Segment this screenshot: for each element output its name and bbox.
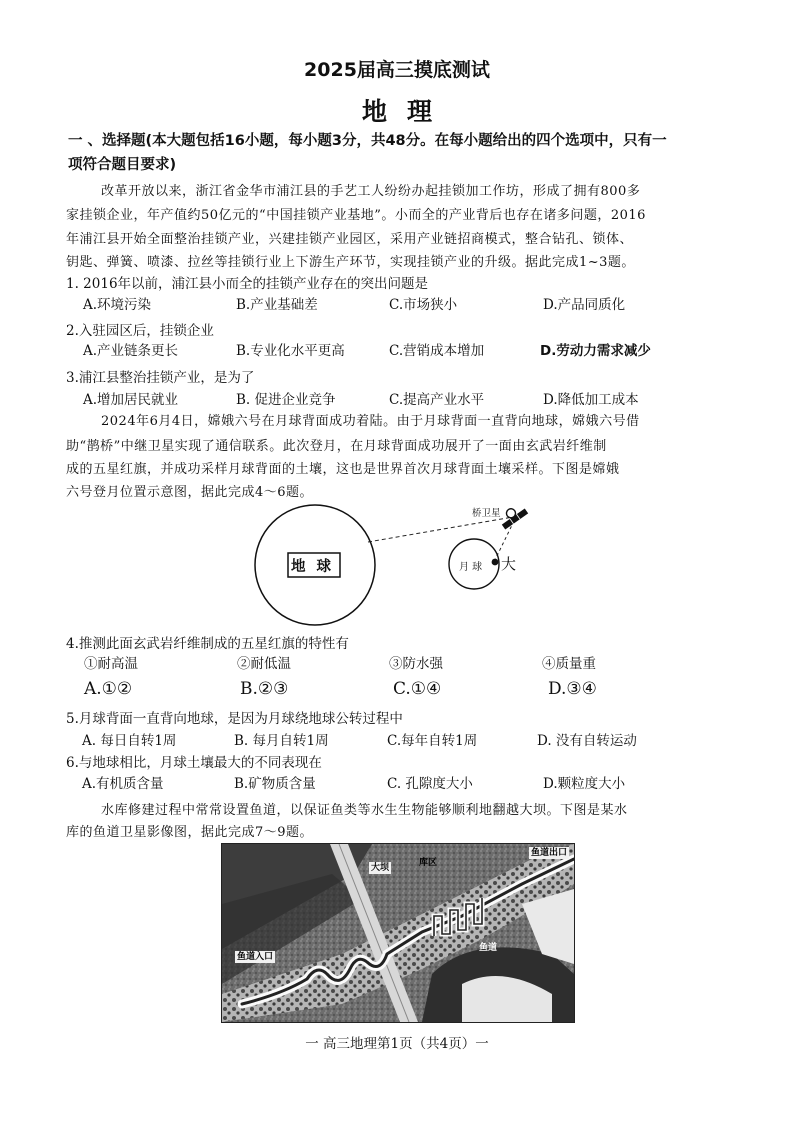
q2-option-a[interactable]: A.产业链条更长 [83, 343, 179, 359]
q6-option-a[interactable]: A.有机质含量 [82, 776, 164, 792]
passage1-line: 钥匙、弹簧、喷漆、拉丝等挂锁行业上下游生产环节，实现挂锁产业的升级。据此完成1~3题。 [66, 255, 635, 270]
page-footer: 一 高三地理第1页（共4页）一 [305, 1036, 489, 1052]
q6-option-b[interactable]: B.矿物质含量 [234, 776, 316, 792]
q4-item-1: ①耐高温 [84, 656, 138, 672]
question-2-stem: 2.入驻园区后，挂锁企业 [66, 323, 214, 339]
landing-marker-label: 大 [501, 555, 517, 573]
relay-satellite-icon [497, 502, 528, 530]
q4-option-a[interactable]: A.①② [84, 679, 133, 699]
q4-option-b[interactable]: B.②③ [240, 679, 289, 699]
q6-option-c[interactable]: C. 孔隙度大小 [387, 776, 473, 792]
q5-option-b[interactable]: B. 每月自转1周 [234, 733, 329, 749]
question-3-stem: 3.浦江县整治挂锁产业，是为了 [66, 370, 255, 386]
q1-option-d[interactable]: D.产品同质化 [543, 297, 626, 313]
satellite-scene [222, 844, 574, 1022]
passage2-line: 成的五星红旗，并成功采样月球背面的土壤，这也是世界首次月球背面土壤采样。下图是嫦娥 [66, 462, 620, 477]
q6-option-d[interactable]: D.颗粒度大小 [543, 776, 626, 792]
q3-option-b[interactable]: B. 促进企业竞争 [236, 392, 336, 408]
q1-option-c[interactable]: C.市场狭小 [389, 297, 458, 313]
passage1-line: 家挂锁企业，年产值约50亿元的“中国挂锁产业基地”。小而全的产业背后也存在诸多问题，2016 [66, 208, 646, 223]
fishway-exit-label: 鱼道出口 [531, 848, 568, 858]
passage2-line: 助“鹊桥”中继卫星实现了通信联系。此次登月，在月球背面成功展开了一面由玄武岩纤维制 [66, 439, 607, 454]
fishway-label: 鱼道 [479, 943, 498, 953]
landing-site-dot [492, 559, 499, 566]
q4-item-4: ④质量重 [542, 656, 596, 672]
section-heading-line1: 一 、选择题(本大题包括16小题，每小题3分，共48分。在每小题给出的四个选项中，只有一 [68, 133, 667, 149]
question-6-stem: 6.与地球相比，月球土壤最大的不同表现在 [66, 755, 322, 771]
q3-option-c[interactable]: C.提高产业水平 [389, 392, 485, 408]
q2-option-d[interactable]: D.劳动力需求减少 [540, 343, 651, 359]
q1-option-b[interactable]: B.产业基础差 [236, 297, 318, 313]
question-4-stem: 4.推测此面玄武岩纤维制成的五星红旗的特性有 [66, 636, 349, 652]
q4-option-d[interactable]: D.③④ [548, 679, 597, 699]
q1-option-a[interactable]: A.环境污染 [83, 297, 152, 313]
q4-item-3: ③防水强 [389, 656, 443, 672]
fishway-entrance-label: 鱼道入口 [237, 952, 274, 962]
q5-option-c[interactable]: C.每年自转1周 [387, 733, 478, 749]
subject-title: 地理 [361, 97, 452, 126]
passage3-line: 水库修建过程中常常设置鱼道，以保证鱼类等水生生物能够顺利地翻越大坝。下图是某水 [101, 803, 628, 818]
reservoir-label: 库区 [419, 858, 438, 868]
passage1-line: 改革开放以来，浙江省金华市浦江县的手艺工人纷纷办起挂锁加工作坊，形成了拥有800多 [101, 184, 641, 199]
q4-item-2: ②耐低温 [237, 656, 291, 672]
q4-option-c[interactable]: C.①④ [393, 679, 442, 699]
question-1-stem: 1. 2016年以前，浦江县小而全的挂锁产业存在的突出问题是 [66, 276, 429, 292]
q2-option-c[interactable]: C.营销成本增加 [389, 343, 485, 359]
question-5-stem: 5.月球背面一直背向地球，是因为月球绕地球公转过程中 [66, 711, 403, 727]
q5-option-a[interactable]: A. 每日自转1周 [82, 733, 177, 749]
earth-to-relay-link [368, 517, 513, 542]
exam-title: 2025届高三摸底测试 [304, 59, 490, 81]
q3-option-a[interactable]: A.增加居民就业 [83, 392, 179, 408]
moon-label: 月 球 [459, 562, 483, 573]
relay-satellite-label: 桥卫星 [472, 508, 501, 519]
q2-option-b[interactable]: B.专业化水平更高 [236, 343, 345, 359]
passage1-line: 年浦江县开始全面整治挂锁产业，兴建挂锁产业园区，采用产业链招商模式，整合钻孔、锁体、 [66, 232, 634, 247]
fishway-satellite-image [221, 843, 575, 1023]
section-heading-line2: 项符合题目要求) [68, 157, 177, 173]
q5-option-d[interactable]: D. 没有自转运动 [537, 733, 637, 749]
q3-option-d[interactable]: D.降低加工成本 [543, 392, 639, 408]
earth-label: 地 球 [291, 559, 335, 575]
passage2-line: 六号登月位置示意图，据此完成4～6题。 [66, 485, 314, 500]
passage2-line: 2024年6月4日，嫦娥六号在月球背面成功着陆。由于月球背面一直背向地球，嫦娥六号借 [101, 414, 640, 429]
dam-label: 大坝 [371, 863, 390, 873]
passage3-line: 库的鱼道卫星影像图，据此完成7～9题。 [66, 825, 314, 840]
